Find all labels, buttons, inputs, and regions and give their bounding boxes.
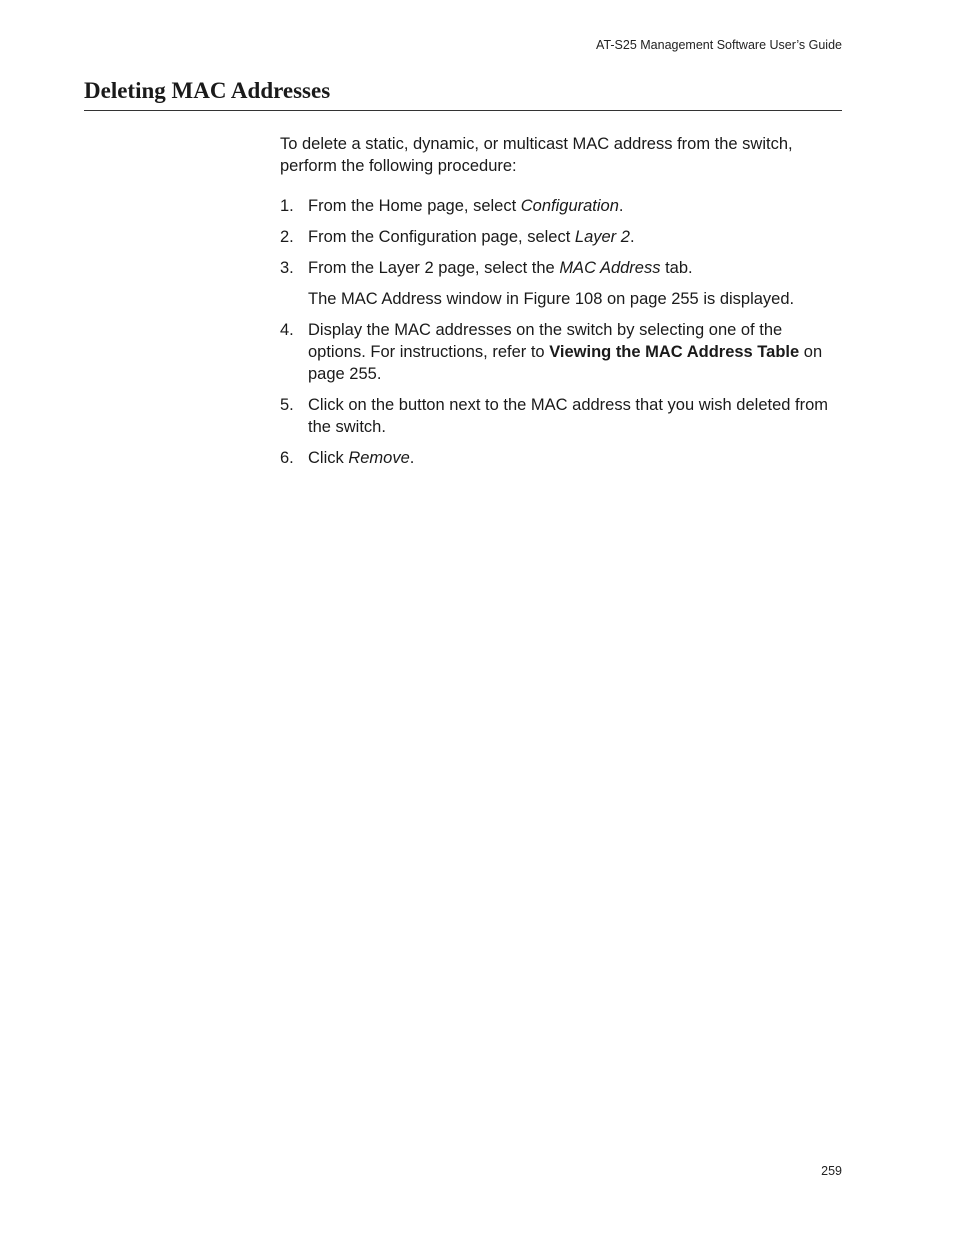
step-text: From the Configuration page, select [308,228,575,246]
step-text-end: . [629,228,635,246]
step-note: The MAC Address window in Figure 108 on page 255 is displayed. [308,290,795,308]
step-2 [280,226,840,248]
step-emphasis: Layer 2 [574,228,630,246]
step-number: 6. [280,449,294,467]
section-title: Deleting MAC Addresses [84,78,331,103]
intro-paragraph: To delete a static, dynamic, or multicast MAC address from the switch, perform the following procedure: [280,135,793,175]
step-emphasis: Configuration [520,197,619,215]
step-3 [280,257,840,310]
step-text: From the Home page, select [308,197,521,215]
step-emphasis: Remove [348,449,410,467]
step-number: 1. [280,197,294,215]
step-number: 2. [280,228,294,246]
step-5 [280,394,840,438]
cross-reference-link[interactable]: Viewing the MAC Address Table [549,343,800,361]
step-text: Click on the button next to the MAC address that you wish deleted from the switch. [308,396,829,436]
step-text: Display the MAC addresses on the switch by selecting one of the options. For instructions, refer to [308,321,783,361]
step-number: 3. [280,259,294,277]
running-header: AT-S25 Management Software User’s Guide [596,38,842,52]
step-4 [280,319,840,385]
step-text-end: on page 255. [308,343,823,383]
step-text: Click [308,449,349,467]
title-divider [84,110,842,111]
procedure-steps [280,195,840,469]
step-text-end: tab. [660,259,693,277]
step-emphasis: MAC Address [559,259,661,277]
step-number: 4. [280,321,294,339]
step-text-end: . [618,197,624,215]
page-number: 259 [821,1164,842,1178]
step-6 [280,447,840,469]
step-1 [280,195,840,217]
step-text-end: . [409,449,415,467]
step-text: From the Layer 2 page, select the [308,259,560,277]
body-text [280,133,840,478]
step-number: 5. [280,396,294,414]
